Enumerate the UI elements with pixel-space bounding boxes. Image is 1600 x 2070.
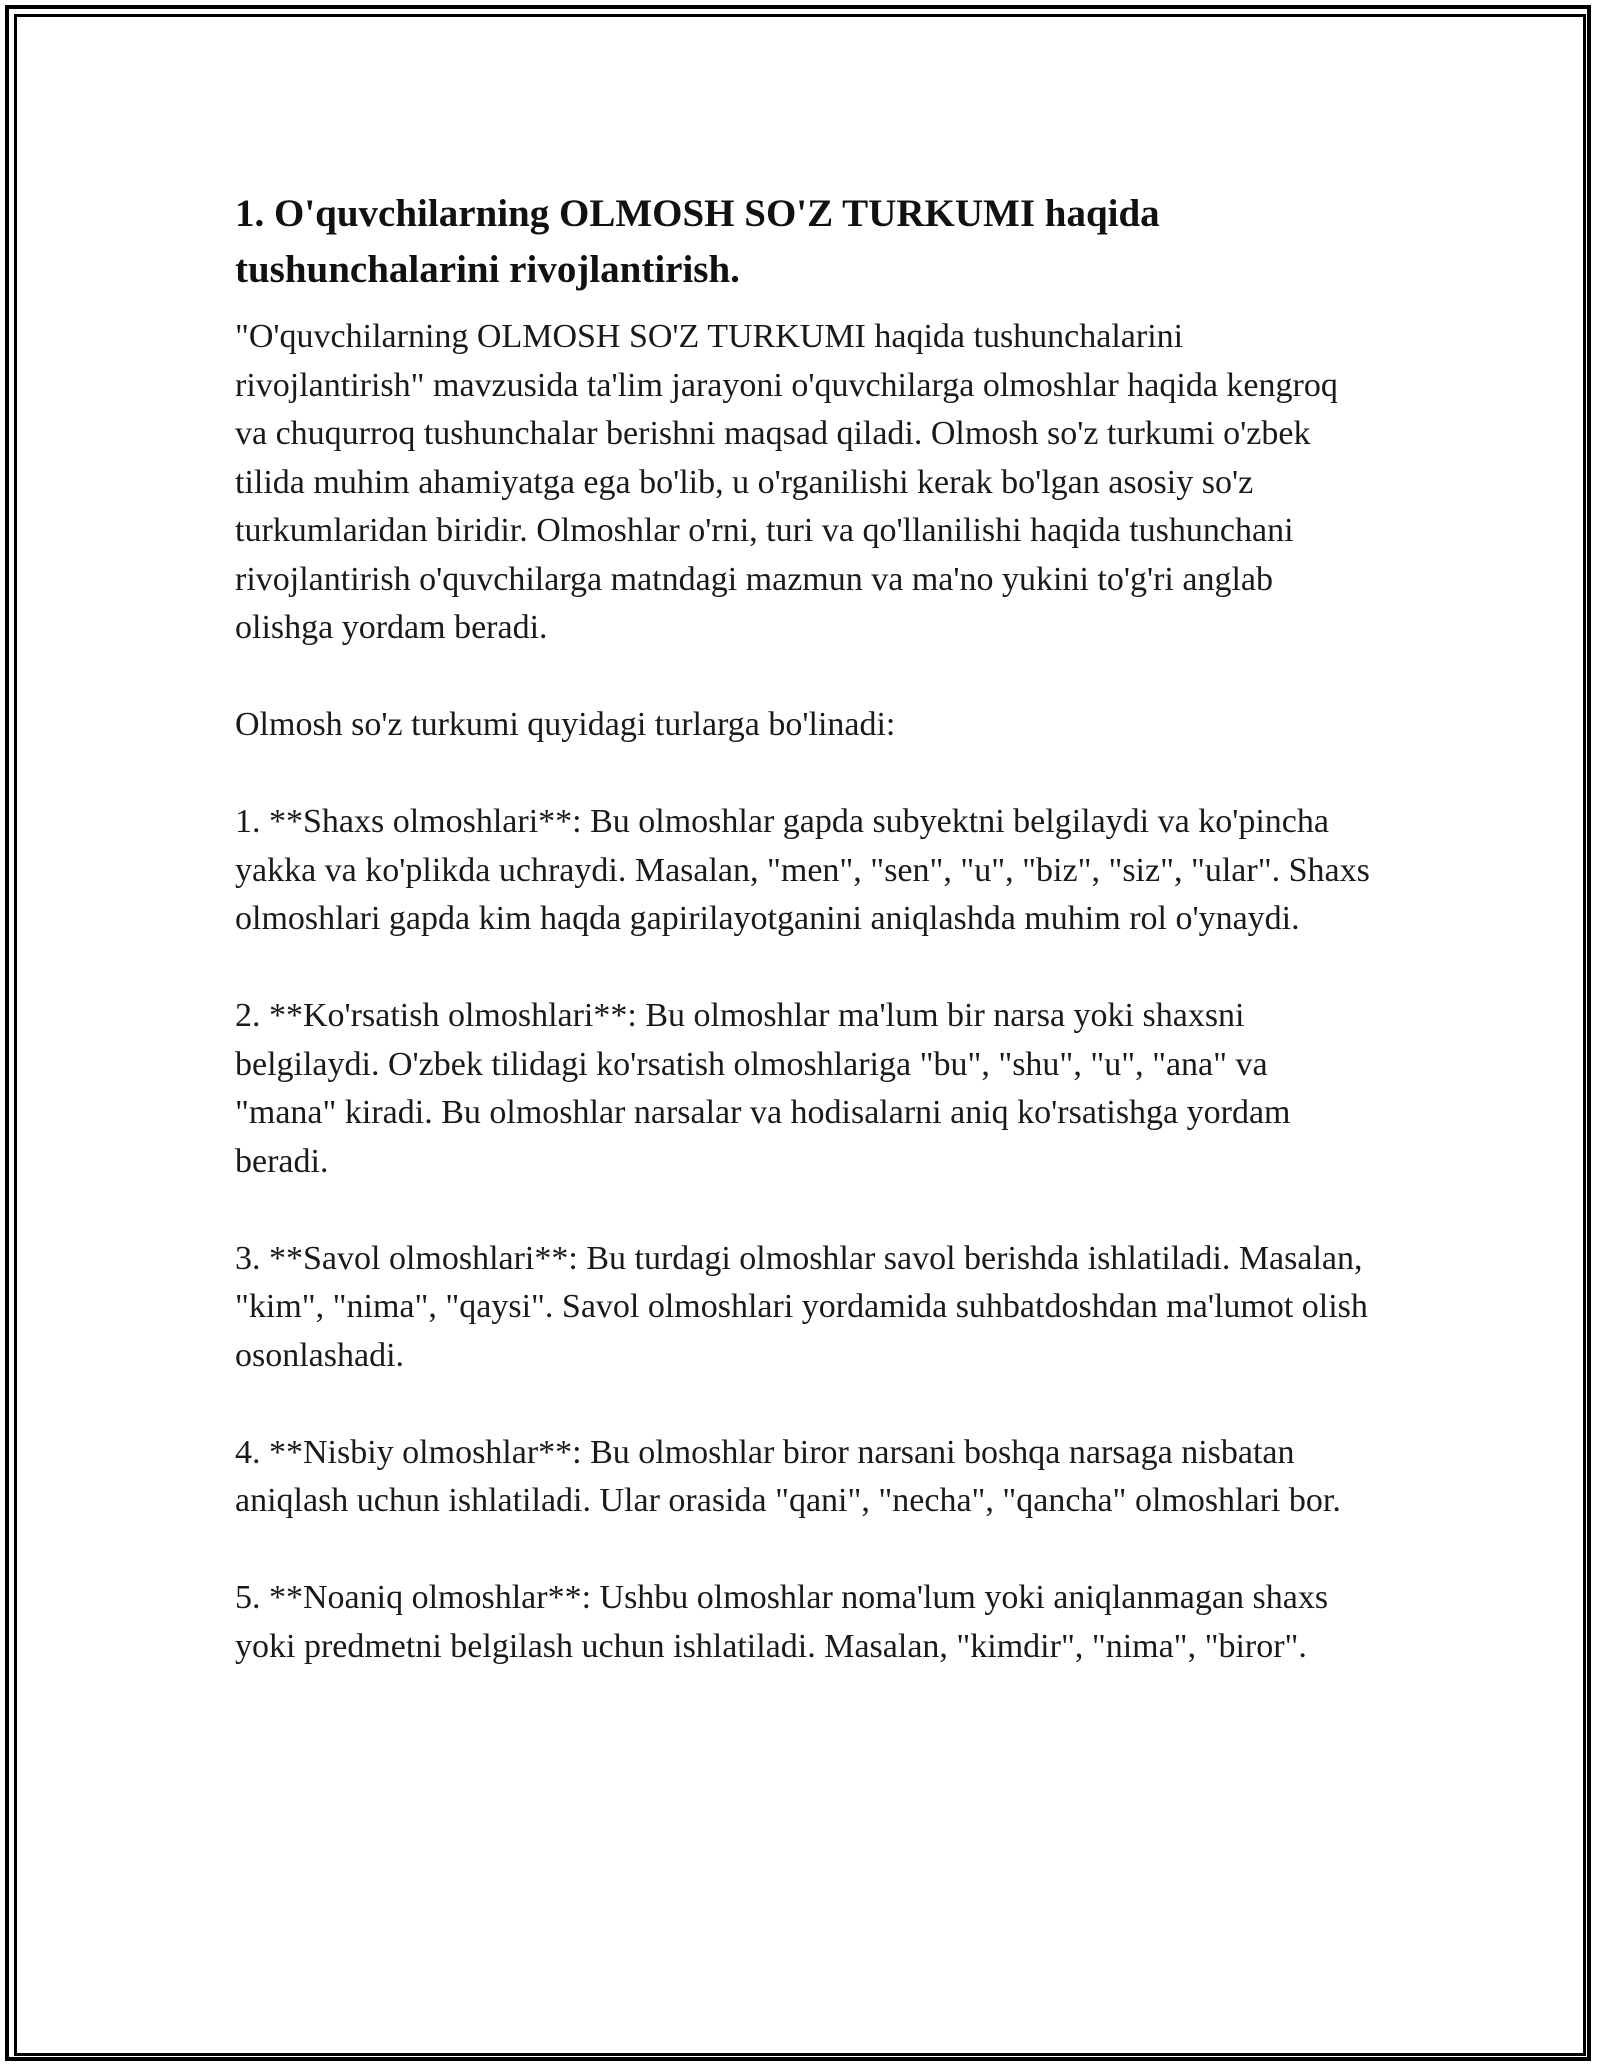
document-body <box>235 186 1375 1671</box>
list-item-demonstrative-pronouns: 2. **Ko'rsatish olmoshlari**: Bu olmoshlar ma'lum bir narsa yoki shaxsni belgilaydi. O'zbek tilidagi ko'rsatish olmoshlariga "bu", "shu", "u", "ana" va "mana" kiradi. Bu olmoshlar narsalar va hodisalarni aniq ko'rsatishga yordam beradi. <box>235 997 1291 1180</box>
types-intro-paragraph: Olmosh so'z turkumi quyidagi turlarga bo'linadi: <box>235 706 896 743</box>
intro-paragraph: "O'quvchilarning OLMOSH SO'Z TURKUMI haqida tushunchalarini rivojlantirish" mavzusida ta'lim jarayoni o'quvchilarga olmoshlar haqida kengroq va chuqurroq tushunchalar berishni maqsad qiladi. Olmosh so'z turkumi o'zbek tilida muhim ahamiyatga ega bo'lib, u o'rganilishi kerak bo'lgan asosiy so'z turkumlaridan biridir. Olmoshlar o'rni, turi va qo'llanilishi haqida tushunchani rivojlantirish o'quvchilarga matndagi mazmun va ma'no yukini to'g'ri anglab olishga yordam beradi. <box>235 318 1338 646</box>
list-item-personal-pronouns: 1. **Shaxs olmoshlari**: Bu olmoshlar gapda subyektni belgilaydi va ko'pincha yakka va ko'plikda uchraydi. Masalan, "men", "sen", "u", "biz", "siz", "ular". Shaxs olmoshlari gapda kim haqda gapirilayotganini aniqlashda muhim rol o'ynaydi. <box>235 803 1370 937</box>
list-item-indefinite-pronouns: 5. **Noaniq olmoshlar**: Ushbu olmoshlar noma'lum yoki aniqlanmagan shaxs yoki predmetni belgilash uchun ishlatiladi. Masalan, "kimdir", "nima", "biror". <box>235 1579 1329 1665</box>
list-item-interrogative-pronouns: 3. **Savol olmoshlari**: Bu turdagi olmoshlar savol berishda ishlatiladi. Masalan, "kim", "nima", "qaysi". Savol olmoshlari yordamida suhbatdoshdan ma'lumot olish osonlashadi. <box>235 1239 1368 1374</box>
document-heading: 1. O'quvchilarning OLMOSH SO'Z TURKUMI haqida tushunchalarini rivojlantirish. <box>235 192 1160 291</box>
list-item-relative-pronouns: 4. **Nisbiy olmoshlar**: Bu olmoshlar biror narsani boshqa narsaga nisbatan aniqlash uchun ishlatiladi. Ular orasida "qani", "necha", "qancha" olmoshlari bor. <box>235 1433 1341 1519</box>
